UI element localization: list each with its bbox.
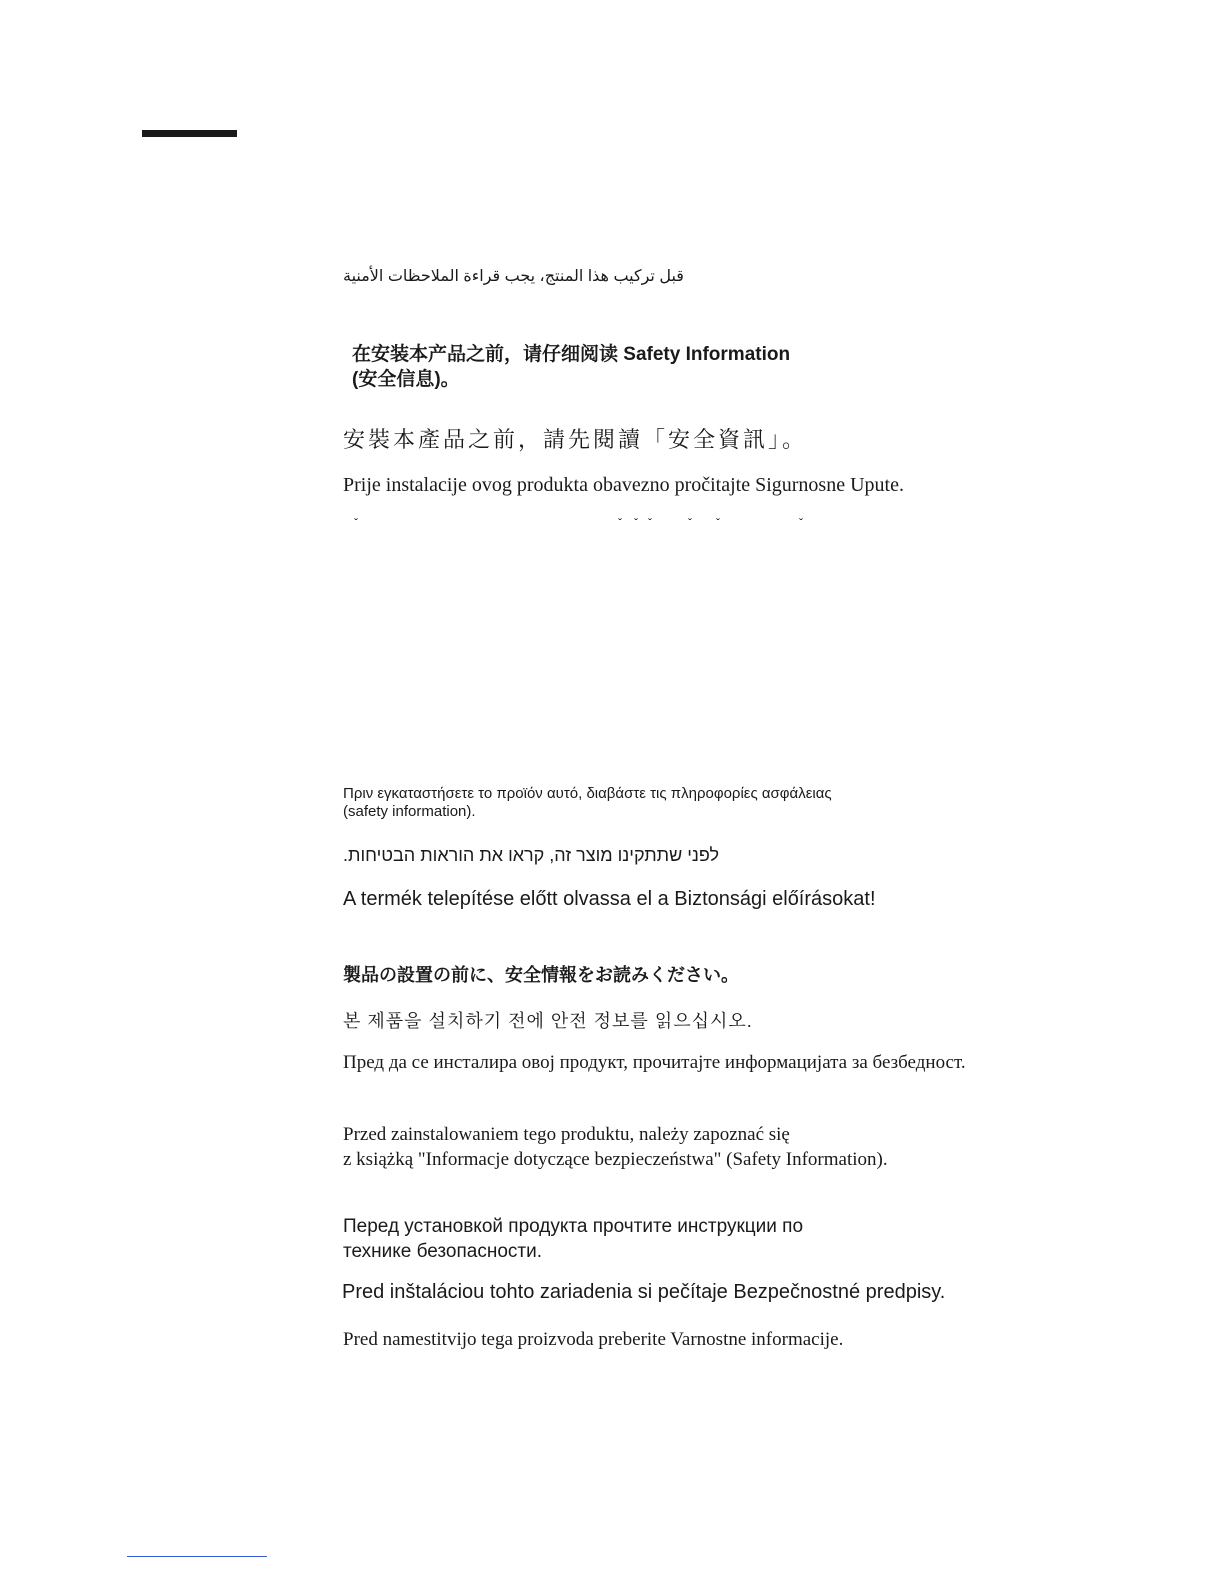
notice-arabic: قبل تركيب هذا المنتج، يجب قراءة الملاحظات الأمنية [343,268,684,285]
diacritic-mark: ˇ [618,516,622,530]
notice-croatian: Prije instalacije ovog produkta obavezno pročitajte Sigurnosne Upute. [343,474,904,496]
diacritic-mark: ˇ [354,516,358,530]
footer-rule [127,1556,267,1557]
diacritic-mark: ˇ [799,516,803,530]
notice-polish-line-2: z książką "Informacje dotyczące bezpieczeństwa" (Safety Information). [343,1149,888,1170]
diacritic-mark: ˇ [716,516,720,530]
notice-slovenian: Pred namestitvijo tega proizvoda preberite Varnostne informacije. [343,1329,844,1350]
notice-russian [343,1214,803,1264]
notice-greek [343,785,832,821]
diacritic-mark: ˇ [688,516,692,530]
notice-russian-line-1: Перед установкой продукта прочтите инструкции по [343,1216,804,1237]
notice-polish-line-1: Przed zainstalowaniem tego produktu, należy zapoznać się [343,1124,790,1145]
notice-chinese-simplified-line-1: 在安装本产品之前，请仔细阅读 Safety Information [352,344,791,365]
notice-korean: 본 제품을 설치하기 전에 안전 정보를 읽으십시오. [343,1011,753,1031]
notice-greek-line-2: (safety information). [343,803,476,820]
heading-rule [142,130,237,137]
diacritic-mark: ˇ [648,516,652,530]
notice-hebrew: .לפני שתתקינו מוצר זה, קראו את הוראות הבטיחות [343,845,720,865]
notice-macedonian: Пред да се инсталира овој продукт, прочитајте информацијата за безбедност. [343,1052,966,1073]
notice-greek-line-1: Πριν εγκαταστήσετε το προϊόν αυτό, διαβάστε τις πληροφορίες ασφάλειας [343,785,832,802]
notice-chinese-simplified-line-2: (安全信息)。 [352,369,460,390]
notice-russian-line-2: технике безопасности. [343,1241,543,1262]
notice-chinese-traditional: 安裝本產品之前，請先閱讀「安全資訊」。 [343,427,808,452]
notice-japanese: 製品の設置の前に、安全情報をお読みください。 [343,965,739,985]
notice-slovak: Pred inštaláciou tohto zariadenia si pečítaje Bezpečnostné predpisy. [342,1281,946,1303]
notice-hungarian: A termék telepítése előtt olvassa el a Biztonsági előírásokat! [343,888,876,910]
diacritic-mark: ˇ [634,516,638,530]
notice-polish [343,1122,888,1172]
notice-chinese-simplified [352,342,790,392]
